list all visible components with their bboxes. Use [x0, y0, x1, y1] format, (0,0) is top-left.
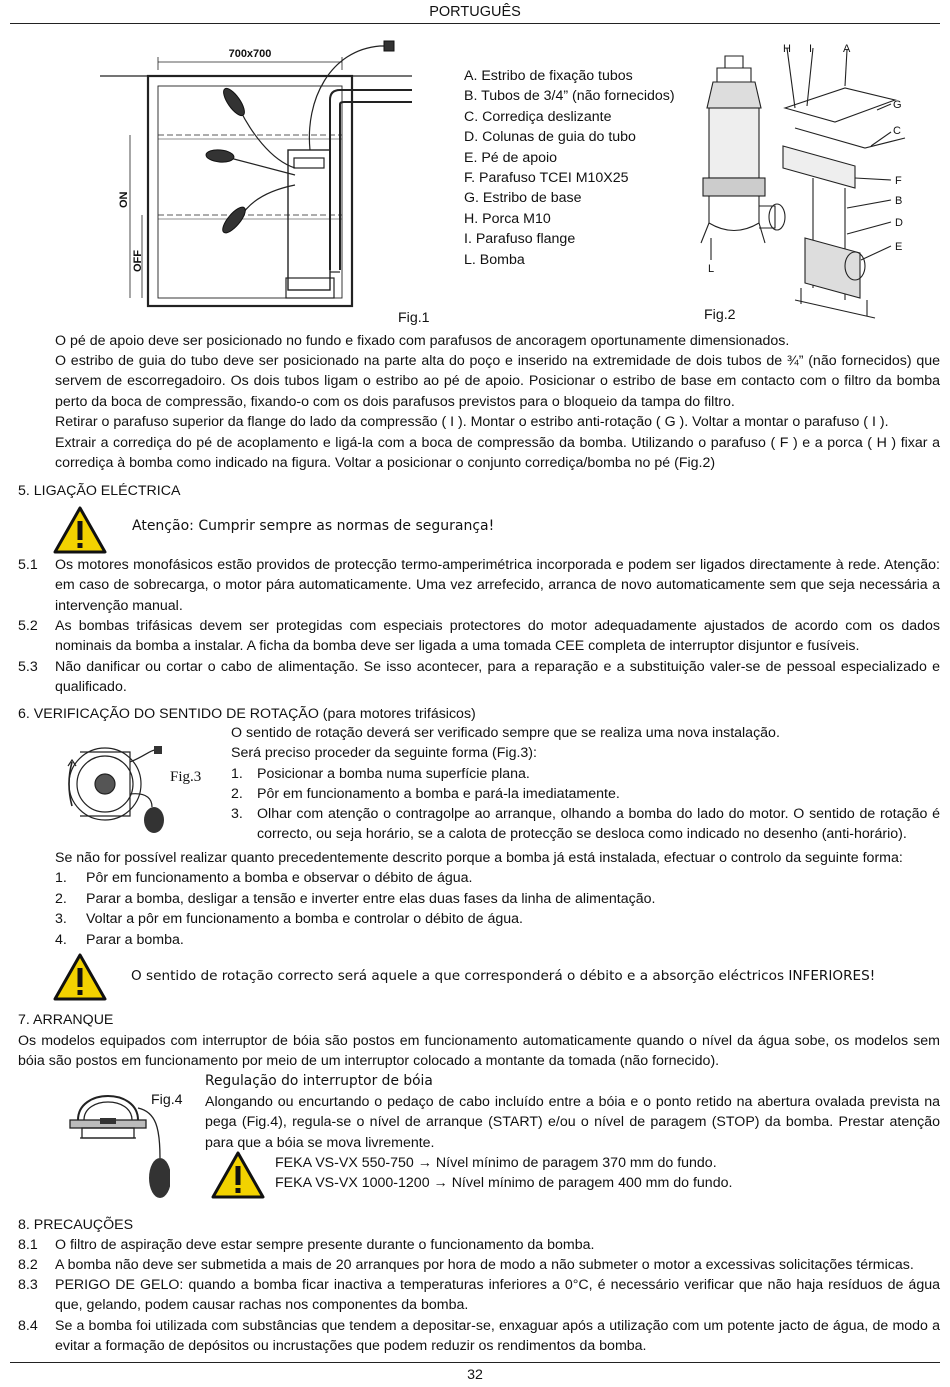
float-regulation-text: Alongando ou encurtando o pedaço de cabo incluído entre a bóia e o ponto retido na abertura ovalada prevista na pega (Fig.4), regula-se o nível de arranque (START) e/ou o nível de paragem (STOP) da bomba. Prestar atenção para que a bóia se mova livremente.	[205, 1094, 940, 1151]
fig2-letter-g: G	[893, 99, 902, 111]
legend-item: L. Bomba	[464, 251, 525, 268]
alt-step-number: 2.	[55, 891, 67, 907]
page-header-language: PORTUGUÊS	[429, 4, 521, 20]
fig3-caption: Fig.3	[170, 769, 202, 785]
model-text: Nível mínimo de paragem 400 mm do fundo.	[451, 1175, 733, 1191]
fig1-installation-drawing	[100, 40, 420, 312]
section-5-warning-text: Atenção: Cumprir sempre as normas de segurança!	[132, 518, 495, 534]
section-6-warning-text: O sentido de rotação correcto será aquele a que corresponderá o débito e a absorção eléctricos INFERIORES!	[131, 968, 876, 984]
warning-triangle-icon	[52, 952, 108, 1002]
item-text: O filtro de aspiração deve estar sempre presente durante o funcionamento da bomba.	[55, 1237, 595, 1253]
section-6-title: 6. VERIFICAÇÃO DO SENTIDO DE ROTAÇÃO (para motores trifásicos)	[18, 706, 476, 722]
parts-legend	[464, 66, 675, 270]
fig2-letter-c: C	[893, 125, 901, 137]
fig2-exploded-assembly-drawing	[695, 38, 925, 320]
install-paragraph-3: Retirar o parafuso superior da flange do lado da compressão ( I ). Montar o estribo anti-rotação ( G ). Voltar a montar o parafuso ( I ).	[55, 414, 889, 430]
item-text: As bombas trifásicas devem ser protegidas com especiais protectores do motor adequadamente ajustados de acordo com os dados nominais da bomba a instalar. A ficha da bomba deve ser ligada a uma tomada CEE completa de interruptor disjuntor e fusíveis.	[55, 618, 940, 655]
section-8-items	[0, 1235, 950, 1360]
step-text: Posicionar a bomba numa superfície plana.	[257, 766, 530, 782]
footer-rule	[10, 1362, 940, 1363]
legend-item: E. Pé de apoio	[464, 149, 558, 166]
fig2-caption: Fig.2	[704, 307, 736, 323]
fig2-letter-d: D	[895, 217, 903, 229]
alt-step-number: 4.	[55, 932, 67, 948]
legend-item: G. Estribo de base	[464, 190, 582, 207]
header-rule	[10, 23, 940, 24]
legend-item: B. Tubos de 3/4” (não fornecidos)	[464, 88, 675, 105]
install-paragraph-4: Extrair a corrediça do pé de acoplamento e ligá-la com a boca de compressão da bomba. Utilizando o parafuso ( F ) e a porca ( H ) fixar a corrediça à bomba como indicado na figura. Voltar a posicionar o conjunto corrediça/bomba no pé (Fig.2)	[55, 435, 940, 472]
fig1-caption: Fig.1	[398, 310, 430, 326]
fig2-letter-a: A	[843, 43, 851, 55]
alt-step-number: 1.	[55, 870, 67, 886]
fig2-letter-l: L	[708, 263, 715, 275]
item-number: 8.4	[18, 1318, 38, 1334]
step-number: 2.	[231, 786, 243, 802]
legend-item: I. Parafuso flange	[464, 231, 576, 248]
item-number: 5.1	[18, 557, 38, 573]
model-row	[275, 1173, 732, 1193]
item-text: PERIGO DE GELO: quando a bomba ficar inactiva a temperaturas inferiores a 0°C, é necessário verificar que não haja resíduos de água que, gelando, podem causar rachas nos componentes da bomba.	[55, 1277, 940, 1314]
step-text: Pôr em funcionamento a bomba e pará-la imediatamente.	[257, 786, 620, 802]
alt-step-text: Parar a bomba.	[86, 932, 184, 948]
fig1-off-label: OFF	[132, 250, 144, 272]
step-number: 3.	[231, 806, 243, 822]
section-7-paragraph: Os modelos equipados com interruptor de bóia são postos em funcionamento automaticamente quando o nível da água sobe, os modelos sem bóia são postos em funcionamento por meio de um interruptor colocado a montante da tomada (não fornecido).	[18, 1033, 940, 1070]
page-number: 32	[467, 1367, 483, 1383]
item-text: Não danificar ou cortar o cabo de alimentação. Se isso acontecer, para a reparação e a substituição valer-se de pessoal especializado e qualificado.	[55, 659, 940, 696]
section-8-title: 8. PRECAUÇÕES	[18, 1217, 134, 1233]
section-5-title: 5. LIGAÇÃO ELÉCTRICA	[18, 483, 181, 499]
fig1-on-label: ON	[118, 191, 130, 208]
install-paragraph-2: O estribo de guia do tubo deve ser posicionado na parte alta do poço e inserido na extremidade de dois tubos de ¾” (não fornecidos) que servem de escorregadoiro. Os dois tubos ligam o estribo ao pé de apoio. Posicionar o estribo de base em contacto com o filtro da bomba perto da boca de compressão, fixando-o com os dois parafusos previstos para o bloqueio da tampa do filtro.	[55, 353, 940, 410]
fig4-caption: Fig.4	[151, 1092, 183, 1108]
section-6-intro-2: Será preciso proceder da seguinte forma (Fig.3):	[231, 745, 537, 761]
section-6-alt-intro: Se não for possível realizar quanto precedentemente descrito porque a bomba já está instalada, efectuar o controlo da seguinte forma:	[55, 850, 903, 866]
arrow-right-icon: →	[433, 1175, 448, 1191]
arrow-right-icon: →	[417, 1155, 432, 1171]
section-7-title: 7. ARRANQUE	[18, 1012, 114, 1028]
legend-item: A. Estribo de fixação tubos	[464, 68, 633, 84]
install-paragraph-1: O pé de apoio deve ser posicionado no fundo e fixado com parafusos de ancoragem oportunamente dimensionados.	[55, 333, 790, 349]
item-number: 5.2	[18, 618, 38, 634]
legend-item: F. Parafuso TCEI M10X25	[464, 170, 629, 187]
section-6-intro-1: O sentido de rotação deverá ser verificado sempre que se realiza uma nova instalação.	[231, 725, 780, 741]
step-text: Olhar com atenção o contragolpe ao arranque, olhando a bomba do lado do motor. O sentido de rotação é correcto, ou seja horário, se a calota de protecção se desloca como indicado no desenho (anti-horário).	[257, 806, 940, 843]
model-text: Nível mínimo de paragem 370 mm do fundo.	[435, 1155, 717, 1171]
item-number: 8.1	[18, 1237, 38, 1253]
section-5-items	[0, 555, 950, 695]
fig2-letter-b: B	[895, 195, 903, 207]
fig2-letter-e: E	[895, 241, 903, 253]
alt-step-text: Parar a bomba, desligar a tensão e inverter entre elas duas fases da linha de alimentação.	[86, 891, 656, 907]
step-number: 1.	[231, 766, 243, 782]
warning-triangle-icon	[52, 505, 108, 555]
legend-item: C. Corrediça deslizante	[464, 108, 612, 125]
item-number: 5.3	[18, 659, 38, 675]
fig2-letter-f: F	[895, 175, 902, 187]
fig1-size-label: 700x700	[228, 48, 272, 60]
item-text: Se a bomba foi utilizada com substâncias que tendem a depositar-se, enxaguar após a utilização com um potente jacto de água, de modo a evitar a formação de depósitos ou incrustações que podem reduzir os rendimentos da bomba.	[55, 1318, 940, 1355]
alt-step-text: Voltar a pôr em funcionamento a bomba e controlar o débito de água.	[86, 911, 523, 927]
item-text: A bomba não deve ser submetida a mais de 20 arranques por hora de modo a não submeter o motor a excessivas solicitações térmicas.	[55, 1257, 914, 1273]
alt-step-text: Pôr em funcionamento a bomba e observar o débito de água.	[86, 870, 473, 886]
model-name: FEKA VS-VX 550-750	[275, 1155, 414, 1171]
model-row	[275, 1153, 717, 1173]
legend-item: D. Colunas de guia do tubo	[464, 129, 636, 146]
warning-triangle-icon	[210, 1150, 266, 1200]
item-number: 8.3	[18, 1277, 38, 1293]
fig3-rotation-drawing	[60, 732, 170, 837]
fig2-letter-i: I	[809, 43, 813, 55]
legend-item: H. Porca M10	[464, 210, 551, 227]
item-number: 8.2	[18, 1257, 38, 1273]
alt-step-number: 3.	[55, 911, 67, 927]
item-text: Os motores monofásicos estão providos de protecção termo-amperimétrica incorporada e podem ser ligados directamente à rede. Atenção: em caso de sobrecarga, o motor pára automaticamente. Uma vez arrefecido, arranca de novo automaticamente sem que seja necessária a intervenção manual.	[55, 557, 940, 614]
fig2-letter-h: H	[783, 43, 791, 55]
model-name: FEKA VS-VX 1000-1200	[275, 1175, 430, 1191]
float-regulation-title: Regulação do interruptor de bóia	[205, 1073, 433, 1089]
